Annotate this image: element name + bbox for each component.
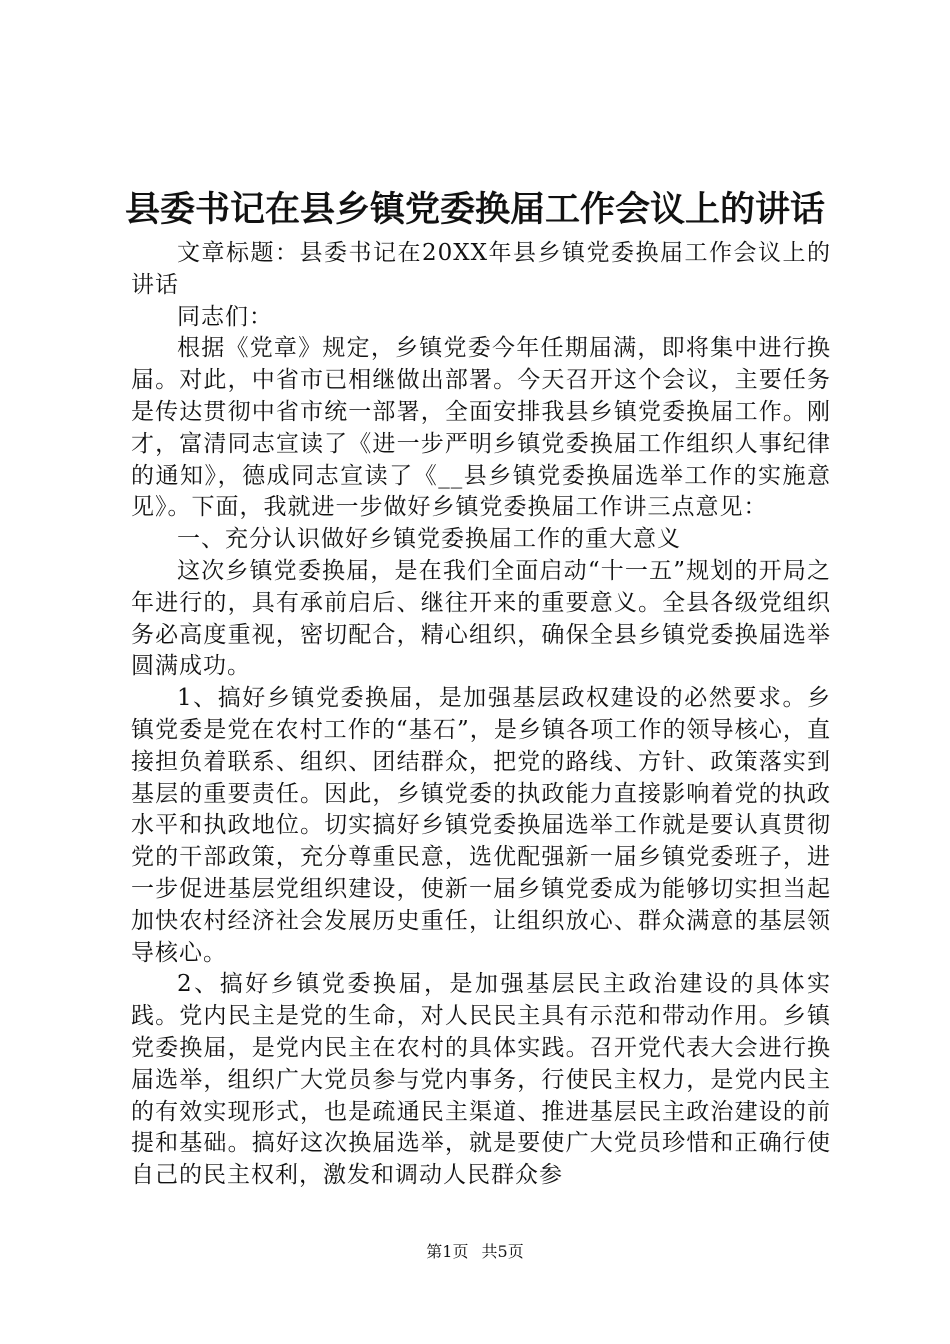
point-paragraph-1: 1、搞好乡镇党委换届，是加强基层政权建设的必然要求。乡镇党委是党在农村工作的“基石”，是乡镇各项工作的领导核心，直接担负着联系、组织、团结群众，把党的路线、方针、政策落实到基层的重要责任。因此，乡镇党委的执政能力直接影响着党的执政水平和执政地位。切实搞好乡镇党委换届选举工作就是要认真贯彻党的干部政策，充分尊重民意，选优配强新一届乡镇党委班子，进一步促进基层党组织建设，使新一届乡镇党委成为能够切实担当起加快农村经济社会发展历史重任，让组织放心、群众满意的基层领导核心。 bbox=[131, 685, 831, 966]
intro-paragraph: 根据《党章》规定，乡镇党委今年任期届满，即将集中进行换届。对此，中省市已相继做出部署。今天召开这个会议，主要任务是传达贯彻中省市统一部署，全面安排我县乡镇党委换届工作。刚才，富清同志宣读了《进一步严明乡镇党委换届工作组织人事纪律的通知》，德成同志宣读了《__县乡镇党委换届选举工作的实施意见》。下面，我就进一步做好乡镇党委换届工作讲三点意见： bbox=[131, 335, 831, 521]
document-title: 县委书记在县乡镇党委换届工作会议上的讲话 bbox=[124, 189, 825, 230]
page-footer bbox=[0, 1240, 950, 1264]
body-paragraph: 这次乡镇党委换届，是在我们全面启动“十一五”规划的开局之年进行的，具有承前启后、继往开来的重要意义。全县各级党组织务必高度重视，密切配合，精心组织，确保全县乡镇党委换届选举圆满成功。 bbox=[131, 557, 831, 680]
section-heading-1: 一、充分认识做好乡镇党委换届工作的重大意义 bbox=[177, 526, 681, 553]
article-title-paragraph: 文章标题：县委书记在20XX年县乡镇党委换届工作会议上的讲话 bbox=[131, 240, 831, 298]
document-body bbox=[131, 238, 831, 1192]
point-paragraph-2: 2、搞好乡镇党委换届，是加强基层民主政治建设的具体实践。党内民主是党的生命，对人民民主具有示范和带动作用。乡镇党委换届，是党内民主在农村的具体实践。召开党代表大会进行换届选举，组织广大党员参与党内事务，行使民主权力，是党内民主的有效实现形式，也是疏通民主渠道、推进基层民主政治建设的前提和基础。搞好这次换届选举，就是要使广大党员珍惜和正确行使自己的民主权利，激发和调动人民群众参 bbox=[131, 971, 831, 1189]
salutation-paragraph: 同志们： bbox=[177, 303, 273, 330]
page-total: 共5页 bbox=[481, 1242, 524, 1261]
page-number: 第1页 bbox=[426, 1242, 469, 1261]
